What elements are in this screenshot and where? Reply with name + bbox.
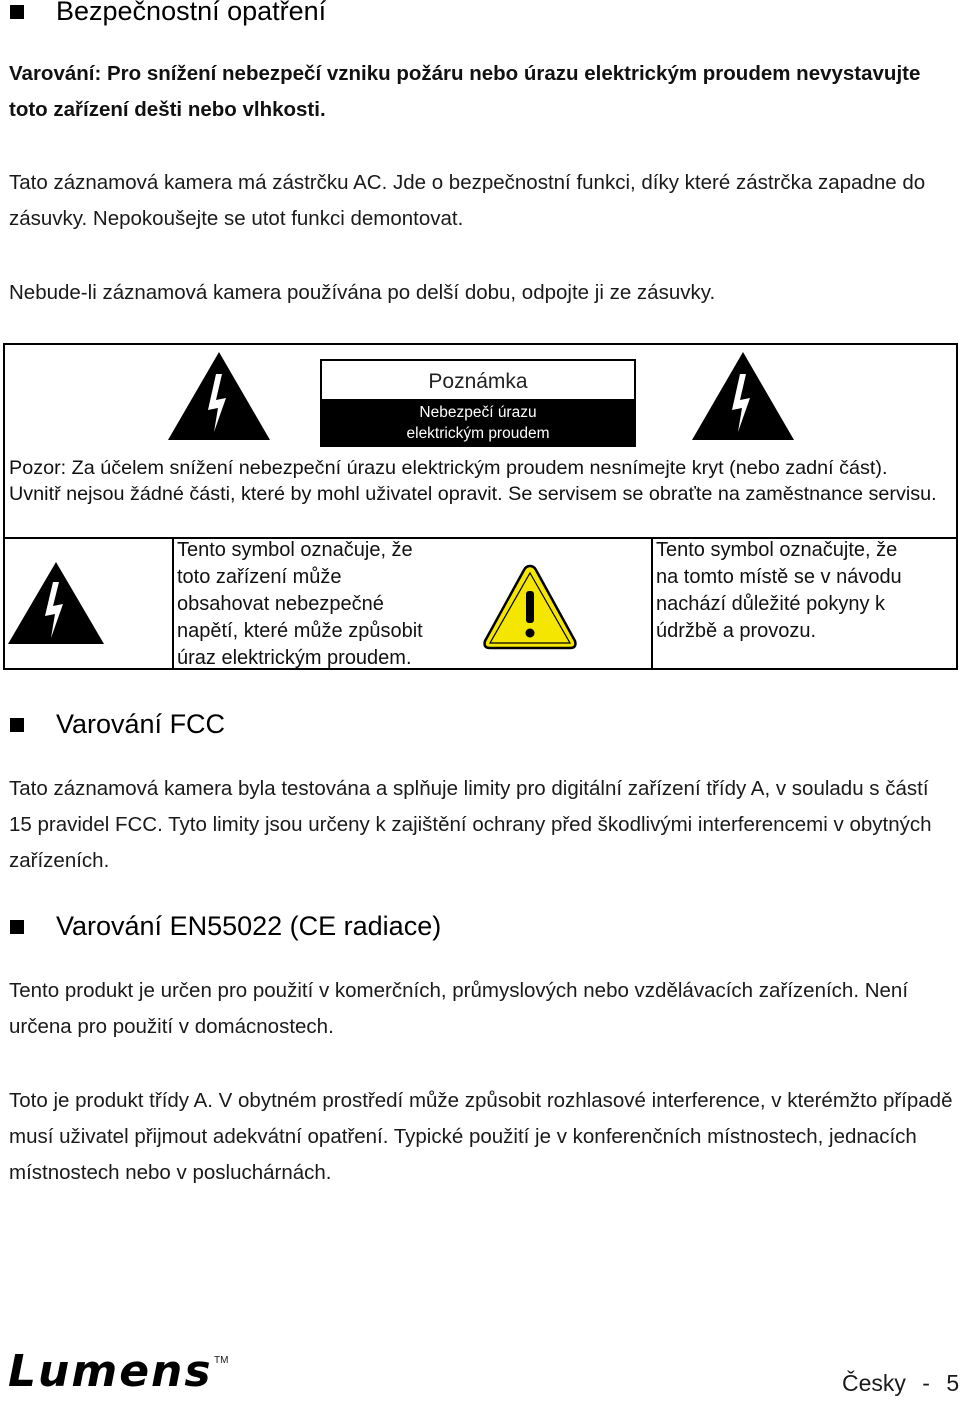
lightning-warning-icon — [6, 560, 106, 646]
fcc-heading: Varování FCC — [56, 709, 226, 739]
caution-box-col-divider-2 — [651, 537, 653, 670]
footer-page-label — [842, 1370, 959, 1397]
safety-paragraph-2: Nebude-li záznamová kamera používána po delší dobu, odpojte ji ze zásuvky. — [9, 281, 716, 304]
footer-language: Česky — [842, 1370, 906, 1396]
note-title: Poznámka — [320, 359, 636, 399]
lightning-warning-icon — [166, 350, 272, 442]
trademark-mark: TM — [214, 1355, 229, 1366]
exclamation-warning-icon — [482, 563, 578, 651]
caution-box-col-divider-1 — [172, 537, 174, 670]
safety-warning: Varování: Pro snížení nebezpečí vzniku požáru nebo úrazu elektrickým proudem nevystavujte toto zařízení dešti nebo vlhkosti. — [9, 62, 921, 121]
safety-paragraph-1: Tato záznamová kamera má zástrčku AC. Jde o bezpečnostní funkci, díky které zástrčka zapadne do zásuvky. Nepokoušejte se utot funkci demontovat. — [9, 171, 926, 230]
en55022-paragraph-2: Toto je produkt třídy A. V obytném prostředí může způsobit rozhlasové interference, v kterémžto případě musí uživatel přijmout adekvátní opatření. Typické použití je v konferenčních místnostech, jednacích místnostech nebo v posluchárnách. — [9, 1089, 953, 1184]
page-number: 5 — [946, 1370, 960, 1396]
lightning-warning-icon — [690, 350, 796, 442]
en55022-heading: Varování EN55022 (CE radiace) — [56, 911, 442, 941]
note-danger-label — [320, 399, 636, 447]
heading-bullet — [10, 920, 24, 934]
heading-bullet — [10, 718, 24, 732]
caution-text: Pozor: Za účelem snížení nebezpeční úrazu elektrickým proudem nesnímejte kryt (nebo zadní část). Uvnitř nejsou žádné části, které by mohl uživatel opravit. Se servisem se obraťte na zaměstnance servisu. — [9, 457, 937, 505]
exclamation-symbol-description: Tento symbol označujte, že na tomto místě se v návodu nachází důležité pokyny k údržbě a provozu. — [656, 539, 902, 642]
note-danger-line-1: Nebezpečí úrazu — [419, 404, 537, 421]
en55022-paragraph-1: Tento produkt je určen pro použití v komerčních, průmyslových nebo vzdělávacích zařízeních. Není určena pro použití v domácnostech. — [9, 979, 909, 1038]
footer-separator: - — [922, 1370, 930, 1396]
voltage-symbol-description: Tento symbol označuje, že toto zařízení může obsahovat nebezpečné napětí, které může způsobit úraz elektrickým proudem. — [177, 539, 423, 669]
fcc-text: Tato záznamová kamera byla testována a splňuje limity pro digitální zařízení třídy A, v souladu s částí 15 pravidel FCC. Tyto limity jsou určeny k zajištění ochrany před škodlivými interferencemi v obytných zařízeních. — [9, 777, 932, 872]
note-danger-line-2: elektrickým proudem — [406, 425, 550, 442]
lumens-logo: Lumens — [8, 1346, 213, 1397]
heading-bullet — [10, 5, 24, 19]
safety-heading: Bezpečnostní opatření — [56, 0, 327, 26]
